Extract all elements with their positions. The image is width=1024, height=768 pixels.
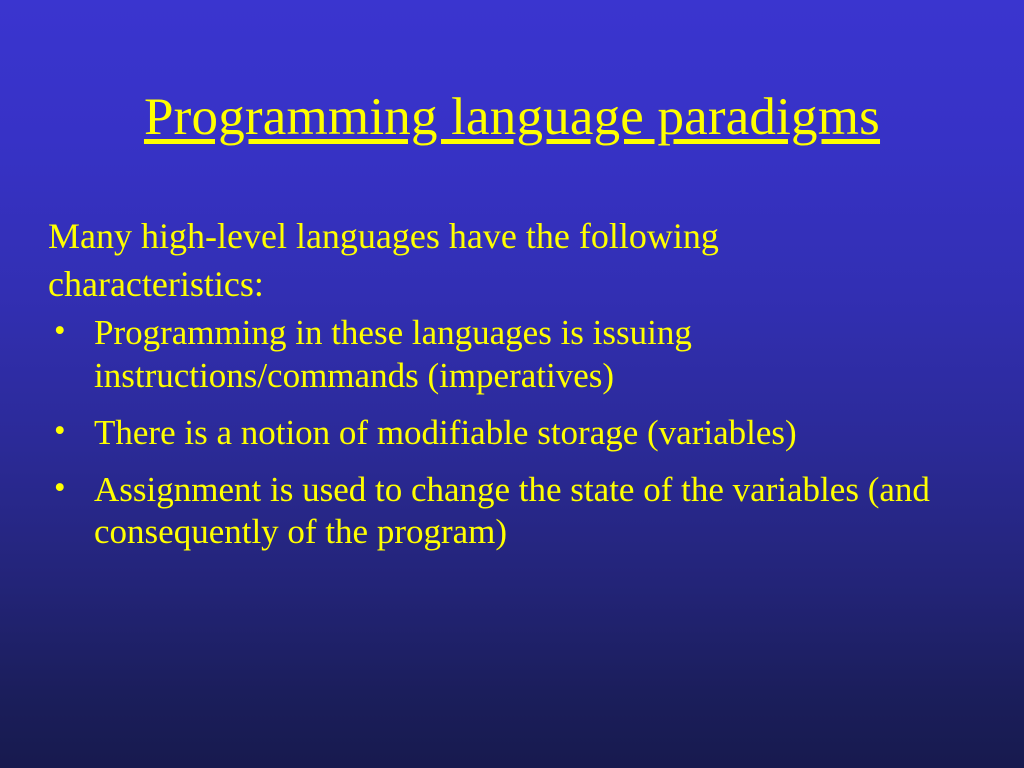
list-item-label: There is a notion of modifiable storage (variables) xyxy=(94,412,797,452)
bullet-icon: • xyxy=(54,469,66,506)
list-item xyxy=(48,469,974,554)
list-item-label: Assignment is used to change the state of the variables (and consequently of the program) xyxy=(94,469,930,552)
list-item-label: Programming in these languages is issuing instructions/commands (imperatives) xyxy=(94,313,692,396)
bullet-icon: • xyxy=(54,313,66,350)
bullet-icon: • xyxy=(54,412,66,449)
page-title-text: Programming language paradigms xyxy=(143,88,881,146)
list-item xyxy=(48,312,974,397)
intro-text: Many high-level languages have the following characteristics: xyxy=(48,216,719,305)
list-item xyxy=(48,412,974,455)
slide-body xyxy=(48,212,978,568)
bullet-list xyxy=(48,312,978,553)
page-title xyxy=(0,88,1024,146)
